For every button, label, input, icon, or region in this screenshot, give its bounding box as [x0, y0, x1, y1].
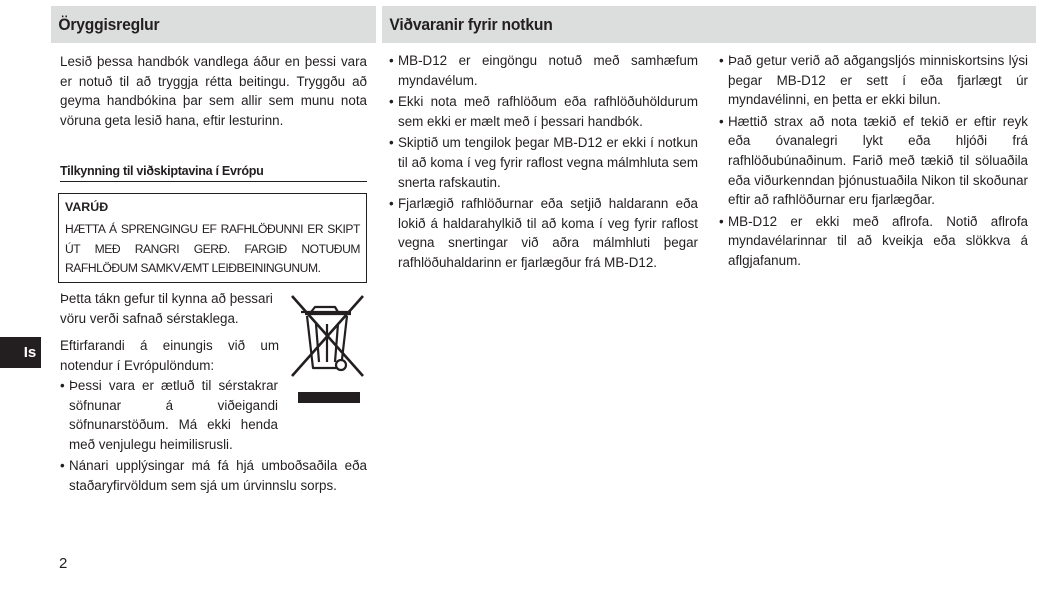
page-number: 2 — [59, 555, 68, 572]
caution-text: HÆTTA Á SPRENGINGU EF RAFHLÖÐUNNI ER SKIPT ÚT MEÐ RANGRI GERÐ. FARGIÐ NOTUÐUM RAFHLÖÐUM SAMKVÆMT LEIÐBEININGUNUM. — [65, 222, 360, 276]
list-item: • Hættið strax að nota tækið ef tekið er eftir reyk eða óvanalegri lykt eða hljóði frá rafhlöðubúnaðinum. Farið með tækið til söluaðila eða viðurkenndan þjónustuaðila Nikon til skoðunar eftir að rafhlöðurnar eru fjarlægðar. — [719, 112, 1028, 210]
eu-notice-heading: Tilkynning til viðskiptavina í Evrópu — [60, 162, 367, 182]
list-item: • MB-D12 er ekki með aflrofa. Notið aflrofa myndavélarinnar til að kveikja eða slökkva á aflgjafanum. — [719, 212, 1028, 271]
safety-title: Öryggisreglur — [58, 15, 160, 34]
list-item: • Það getur verið að aðgangsljós minniskortsins lýsi þegar MB-D12 er sett í eða fjarlægt úr myndavélinni, en þetta er ekki bilun. — [719, 51, 1028, 110]
symbol-info-text: Þetta tákn gefur til kynna að þessari vöru verði safnað sérstaklega. — [60, 291, 273, 326]
disposal-list — [60, 376, 367, 498]
list-item: • Ekki nota með rafhlöðum eða rafhlöðuhöldurum sem ekki er mælt með í þessari handbók. — [389, 92, 698, 131]
safety-header-bar — [51, 6, 376, 43]
warnings-header-bar — [382, 6, 1036, 43]
caution-box — [58, 193, 367, 283]
list-item: • Fjarlægið rafhlöðurnar eða setjið haldarann eða lokið á haldarahylkið til að koma í veg fyrir raflost vegna snertingar við aðra málmhluti þegar rafhlöðuhaldarinn er fjarlægður frá MB-D12. — [389, 194, 698, 272]
eu-only-text: Eftirfarandi á einungis við um notendur í Evrópulöndum: — [60, 338, 279, 373]
list-item: • Nánari upplýsingar má fá hjá umboðsaðila eða staðaryfirvöldum sem sjá um úrvinnslu sorps. — [60, 456, 367, 495]
list-item: • Þessi vara er ætluð til sérstakrar söfnunar á viðeigandi söfnunarstöðum. Má ekki henda með venjulegu heimilisrusli. — [60, 376, 367, 454]
list-item: • MB-D12 er eingöngu notuð með samhæfum myndavélum. — [389, 51, 698, 90]
warnings-list-column-2 — [719, 51, 1028, 273]
language-tab: Is — [0, 337, 41, 368]
intro-paragraph: Lesið þessa handbók vandlega áður en þessi vara er notuð til að tryggja rétta beitingu. Tryggðu að geyma handbókina þar sem allir sem munu nota vöruna geta lesið hana, eftir lesturinn. — [60, 54, 367, 128]
warnings-title: Viðvaranir fyrir notkun — [389, 15, 553, 34]
list-item: • Skiptið um tengilok þegar MB-D12 er ekki í notkun til að koma í veg fyrir raflost vegna málmhluta sem snerta rafskautin. — [389, 133, 698, 192]
caution-title: VARÚÐ — [65, 200, 109, 214]
warnings-list-column-1 — [389, 51, 698, 275]
